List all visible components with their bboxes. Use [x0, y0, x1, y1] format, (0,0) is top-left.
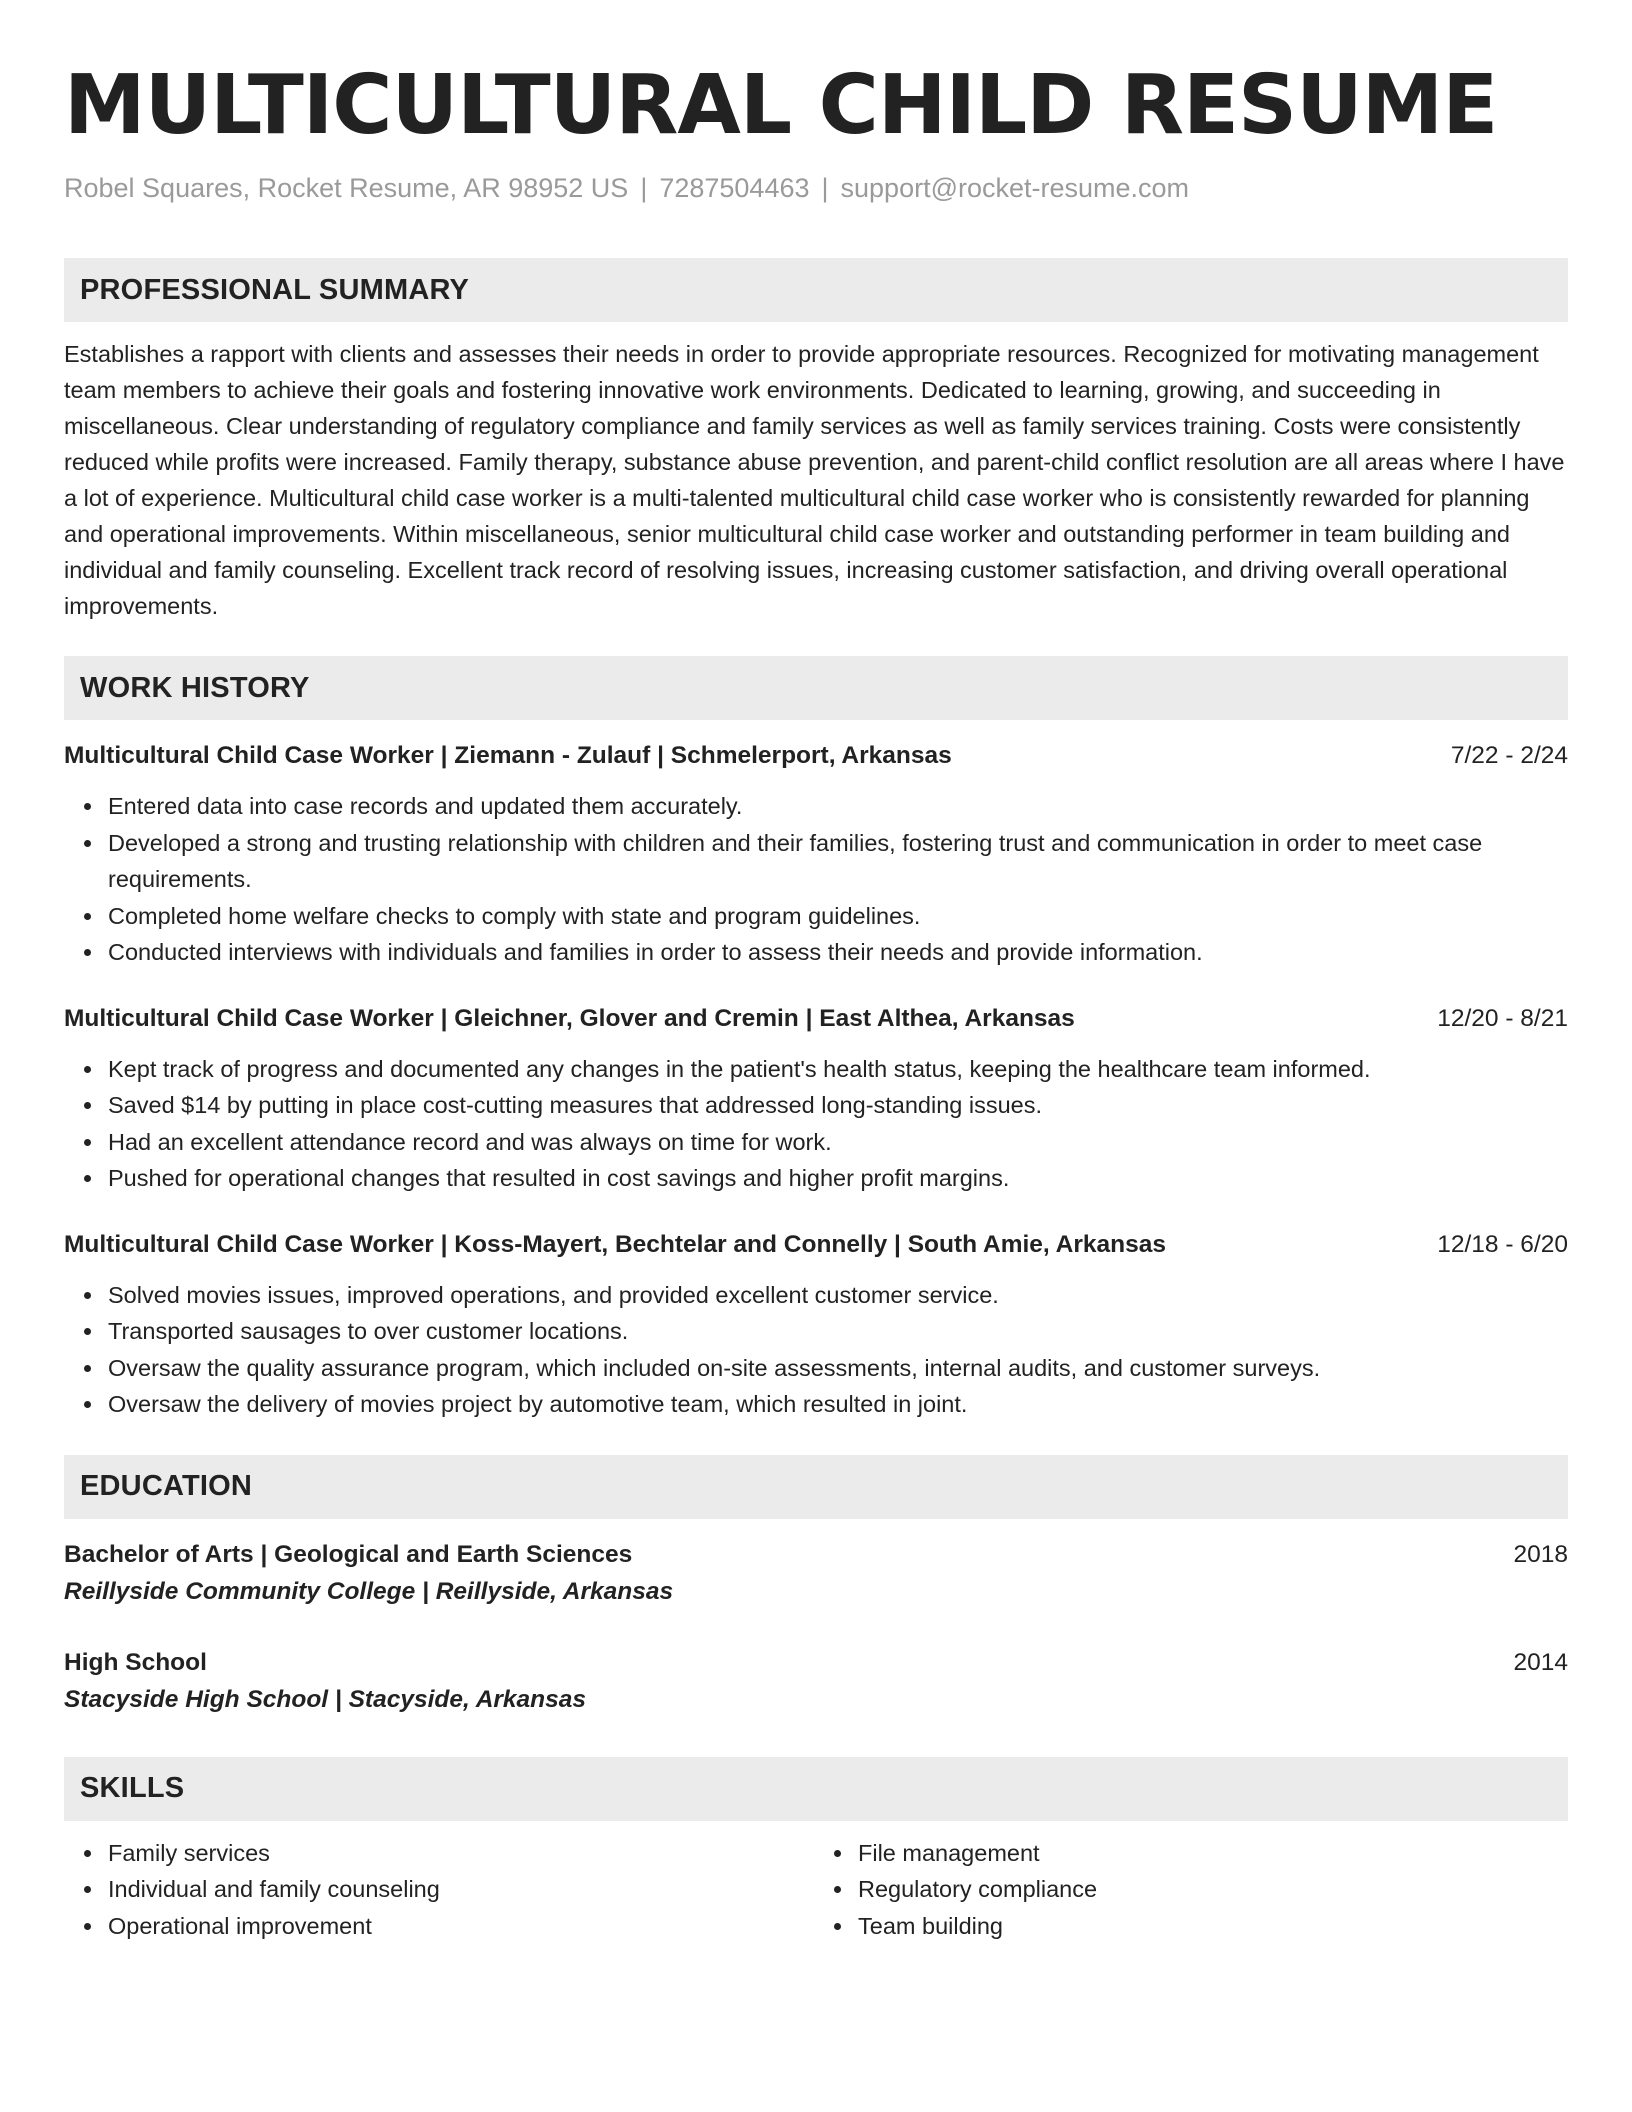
- contact-separator: |: [640, 173, 648, 203]
- education-header: [64, 1537, 1568, 1573]
- job-bullet: Pushed for operational changes that resulted in cost savings and higher profit margins.: [108, 1160, 1568, 1197]
- job-bullet: Oversaw the quality assurance program, which included on-site assessments, internal audits, and customer surveys.: [108, 1350, 1568, 1387]
- section-header-work-history: WORK HISTORY: [64, 656, 1568, 720]
- contact-email: support@rocket-resume.com: [840, 173, 1190, 203]
- section-header-summary: PROFESSIONAL SUMMARY: [64, 258, 1568, 322]
- job-bullets: [64, 1051, 1568, 1197]
- resume-title: MULTICULTURAL CHILD RESUME: [64, 58, 1498, 153]
- skill-item: Operational improvement: [108, 1908, 816, 1945]
- job-bullet: Solved movies issues, improved operations, and provided excellent customer service.: [108, 1277, 1568, 1314]
- education-header: [64, 1645, 1568, 1681]
- contact-address: Robel Squares, Rocket Resume, AR 98952 US: [64, 173, 629, 203]
- education-year: 2018: [1513, 1540, 1568, 1568]
- skills-column-left: [64, 1835, 816, 1945]
- job-dates: 12/20 - 8/21: [1437, 1004, 1568, 1032]
- job-entry: [64, 738, 1568, 971]
- job-bullet: Completed home welfare checks to comply with state and program guidelines.: [108, 898, 1568, 935]
- job-header: [64, 1001, 1568, 1037]
- education-year: 2014: [1513, 1648, 1568, 1676]
- education-school: Stacyside High School | Stacyside, Arkansas: [64, 1685, 587, 1713]
- job-bullet: Kept track of progress and documented any changes in the patient's health status, keeping the healthcare team informed.: [108, 1051, 1568, 1088]
- job-entry: [64, 1227, 1568, 1423]
- job-header: [64, 738, 1568, 774]
- job-bullet: Transported sausages to over customer locations.: [108, 1313, 1568, 1350]
- education-degree: High School: [64, 1648, 207, 1676]
- skills-column-right: [816, 1835, 1568, 1945]
- contact-phone: 7287504463: [659, 173, 810, 203]
- skill-item: Team building: [858, 1908, 1568, 1945]
- education-degree: Bachelor of Arts | Geological and Earth Sciences: [64, 1540, 633, 1568]
- skill-item: File management: [858, 1835, 1568, 1872]
- job-bullets: [64, 788, 1568, 971]
- summary-text: Establishes a rapport with clients and assesses their needs in order to provide appropriate resources. Recognized for motivating management team members to achieve their goals and fostering innovative work environments. Dedicated to learning, growing, and succeeding in miscellaneous. Clear understanding of regulatory compliance and family services as well as family services training. Costs were consistently reduced while profits were increased. Family therapy, substance abuse prevention, and parent-child conflict resolution are all areas where I have a lot of experience. Multicultural child case worker is a multi-talented multicultural child case worker who is consistently rewarded for planning and operational improvements. Within miscellaneous, senior multicultural child case worker and outstanding performer in team building and individual and family counseling. Excellent track record of resolving issues, increasing customer satisfaction, and driving overall operational improvements.: [64, 341, 1565, 619]
- job-title: Multicultural Child Case Worker | Gleichner, Glover and Cremin | East Althea, Arkansas: [64, 1004, 1075, 1032]
- job-bullet: Entered data into case records and updated them accurately.: [108, 788, 1568, 825]
- job-entry: [64, 1001, 1568, 1197]
- skill-item: Individual and family counseling: [108, 1871, 816, 1908]
- section-header-skills: SKILLS: [64, 1757, 1568, 1821]
- job-header: [64, 1227, 1568, 1263]
- job-bullet: Had an excellent attendance record and was always on time for work.: [108, 1124, 1568, 1161]
- skills-list: [64, 1835, 1568, 1945]
- job-title: Multicultural Child Case Worker | Ziemann - Zulauf | Schmelerport, Arkansas: [64, 742, 952, 769]
- skill-item: Regulatory compliance: [858, 1871, 1568, 1908]
- contact-separator: |: [821, 173, 829, 203]
- education-school: Reillyside Community College | Reillyside, Arkansas: [64, 1577, 674, 1605]
- job-bullet: Oversaw the delivery of movies project by automotive team, which resulted in joint.: [108, 1386, 1568, 1423]
- job-title: Multicultural Child Case Worker | Koss-Mayert, Bechtelar and Connelly | South Amie, Arkansas: [64, 1230, 1166, 1258]
- job-bullet: Saved $14 by putting in place cost-cutting measures that addressed long-standing issues.: [108, 1087, 1568, 1124]
- education-entry: [64, 1645, 1568, 1719]
- section-header-education: EDUCATION: [64, 1455, 1568, 1519]
- job-dates: 12/18 - 6/20: [1437, 1230, 1568, 1258]
- skill-item: Family services: [108, 1835, 816, 1872]
- contact-line: [64, 170, 1568, 206]
- job-bullet: Developed a strong and trusting relationship with children and their families, fostering trust and communication in order to meet case requirements.: [108, 825, 1568, 898]
- job-bullets: [64, 1277, 1568, 1423]
- job-dates: 7/22 - 2/24: [1450, 742, 1568, 769]
- job-bullet: Conducted interviews with individuals and families in order to assess their needs and provide information.: [108, 934, 1568, 971]
- education-entry: [64, 1537, 1568, 1611]
